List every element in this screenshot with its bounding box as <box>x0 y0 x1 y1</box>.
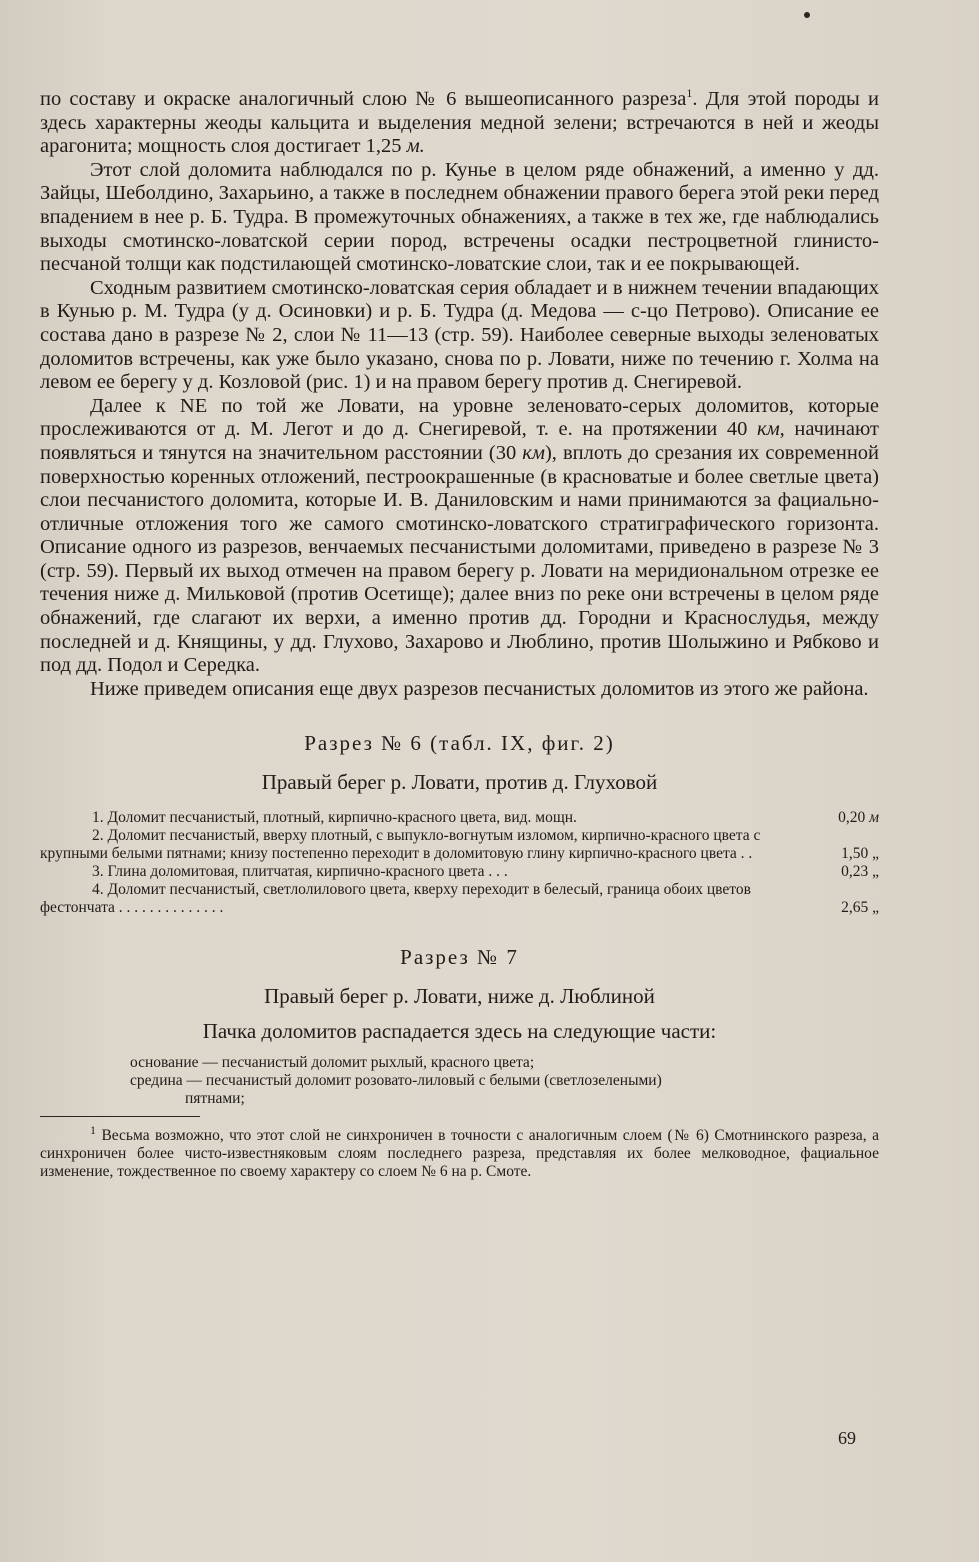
section-6-title: Разрез № 6 (табл. IX, фиг. 2) <box>304 731 615 756</box>
page-number: 69 <box>838 1428 856 1448</box>
footnote-text: Весьма возможно, что этот слой не синхроничен в точности с аналогичным слоем (№ 6) Смотнинского разреза, а синхроничен более чисто-известняковым слоям последнего разреза, представляя их более мелководное, фациальное изменение, тождественное по своему характеру со слоем № 6 на р. Смоте. <box>40 1127 880 1181</box>
layer-row <box>40 827 879 863</box>
part-item: средина — песчанистый доломит розовато-лиловый с белыми (светлозелеными) <box>130 1072 662 1090</box>
layer-thickness: 0,20 м <box>838 809 879 827</box>
paragraph-2: Этот слой доломита наблюдался по р. Кунье в целом ряде обнажений, а именно у дд. Зайцы, Шеболдино, Захарьино, а также в последнем обнажении правого берега этой реки перед впадением в нее р. Б. Тудра. В промежуточных обнажениях, а также в тех же, где наблюдались выходы смотинско-ловатской серии пород, встречены осадки пестроцветной глинисто-песчаной толщи как подстилающей смотинско-ловатские слои, так и ее покрывающей. <box>40 158 879 276</box>
footnote-ref: 1 <box>686 86 693 101</box>
footnote-divider <box>40 1116 200 1117</box>
paragraph-1: по составу и окраске аналогичный слою № 6 вышеописанного разреза$^1$. Для этой породы и здесь характерны жеоды кальцита и выделения медной зелени; встречаются в ней и жеоды арагонита; мощность слоя достигает 1,25 м. <box>40 86 880 158</box>
section-7-parts <box>130 1054 879 1108</box>
ink-speck <box>804 12 810 18</box>
section-7-intro: Пачка доломитов распадается здесь на следующие части: <box>202 1019 717 1044</box>
layer-row <box>40 863 879 881</box>
section-6-layers <box>40 809 879 917</box>
part-item: основание — песчанистый доломит рыхлый, красного цвета; <box>130 1054 535 1072</box>
layer-text: 1. Доломит песчанистый, плотный, кирпично-красного цвета, вид. мощн. <box>92 809 577 827</box>
section-7-title: Разрез № 7 <box>400 945 519 970</box>
layer-row <box>40 881 879 917</box>
paragraph-1-cont: Для этой породы и здесь характерны жеоды кальцита и выделения медной зелени; встречаются в ней и жеоды арагонита; мощность слоя достигает 1,25 <box>40 88 880 158</box>
paragraph-4 <box>40 395 879 678</box>
layer-thickness: 1,50 „ <box>841 845 879 863</box>
footnote-text-wrap <box>40 1123 880 1181</box>
unit-km: км <box>522 441 545 464</box>
section-7-subtitle: Правый берег р. Ловати, ниже д. Люблиной <box>264 984 655 1009</box>
paragraph-5: Ниже приведем описания еще двух разрезов песчанистых доломитов из этого же района. <box>90 677 869 700</box>
layer-text: 2. Доломит песчанистый, вверху плотный, с выпукло-вогнутым изломом, кирпично-красного цвета с крупными белыми пятнами; книзу постепенно переходит в доломитовую глину кирпично-красного цвета . . <box>40 827 761 863</box>
layer-thickness: 0,23 „ <box>841 863 879 881</box>
layer-text: 4. Доломит песчанистый, светлолилового цвета, кверху переходит в белесый, граница обоих цветов фестончата . . . . . . . . . . . . . . <box>40 881 751 917</box>
footnote <box>40 1123 880 1181</box>
paragraph-4-part-1: Далее к NE по той же Ловати, на уровне зеленовато-серых доломитов, которые прослеживаются от д. М. Легот и до д. Снегиревой, т. е. на протяжении 40 <box>40 394 879 441</box>
layer-thickness: 2,65 „ <box>841 899 879 917</box>
paragraph-4-part-2: , начинают появляться и тянутся на значительном расстоянии (30 <box>40 418 880 464</box>
paragraph-1-text: по составу и окраске аналогичный слою № 6 вышеописанного разреза <box>40 88 687 110</box>
unit-m: м. <box>406 135 425 158</box>
layer-row <box>40 809 879 827</box>
layer-text: 3. Глина доломитовая, плитчатая, кирпично-красного цвета . . . <box>92 863 508 881</box>
unit-km: км <box>756 418 780 441</box>
section-6-subtitle: Правый берег р. Ловати, против д. Глуховой <box>261 770 658 795</box>
paragraph-4-part-3: ), вплоть до срезания их современной поверхностью коренных отложений, пестроокрашенные (в красноватые и более светлые цвета) слои песчанистого доломита, которые И. В. Даниловским и нами принимаются за фациально-отличные отложения того же самого смотинско-ловатского стратиграфического горизонта. Описание одного из разрезов, венчаемых песчанистыми доломитами, приведено в разрезе № 3 (стр. 59). Первый их выход отмечен на правом берегу р. Ловати на меридиональном отрезке ее течения ниже д. Мильковой (против Осетище); далее вниз по реке они встречены в целом ряде обнажений, где слагают их верхи, а именно против дд. Городни и Краснослудья, между последней и д. Княщины, у дд. Глухово, Захарово и Люблино, против Шолыжино и Рябково и под дд. Подол и Середка. <box>40 441 880 677</box>
footnote-marker: 1 <box>90 1123 96 1138</box>
part-item-cont: пятнами; <box>185 1090 245 1108</box>
paragraph-3: Сходным развитием смотинско-ловатская серия обладает и в нижнем течении впадающих в Кунью р. М. Тудра (у д. Осиновки) и р. Б. Тудра (д. Медова — с-цо Петрово). Описание ее состава дано в разрезе № 2, слои № 11—13 (стр. 59). Наиболее северные выходы зеленоватых доломитов встречены, как уже было указано, снова по р. Ловати, ниже по течению г. Холма на левом ее берегу у д. Козловой (рис. 1) и на правом берегу против д. Снегиревой. <box>40 276 879 394</box>
